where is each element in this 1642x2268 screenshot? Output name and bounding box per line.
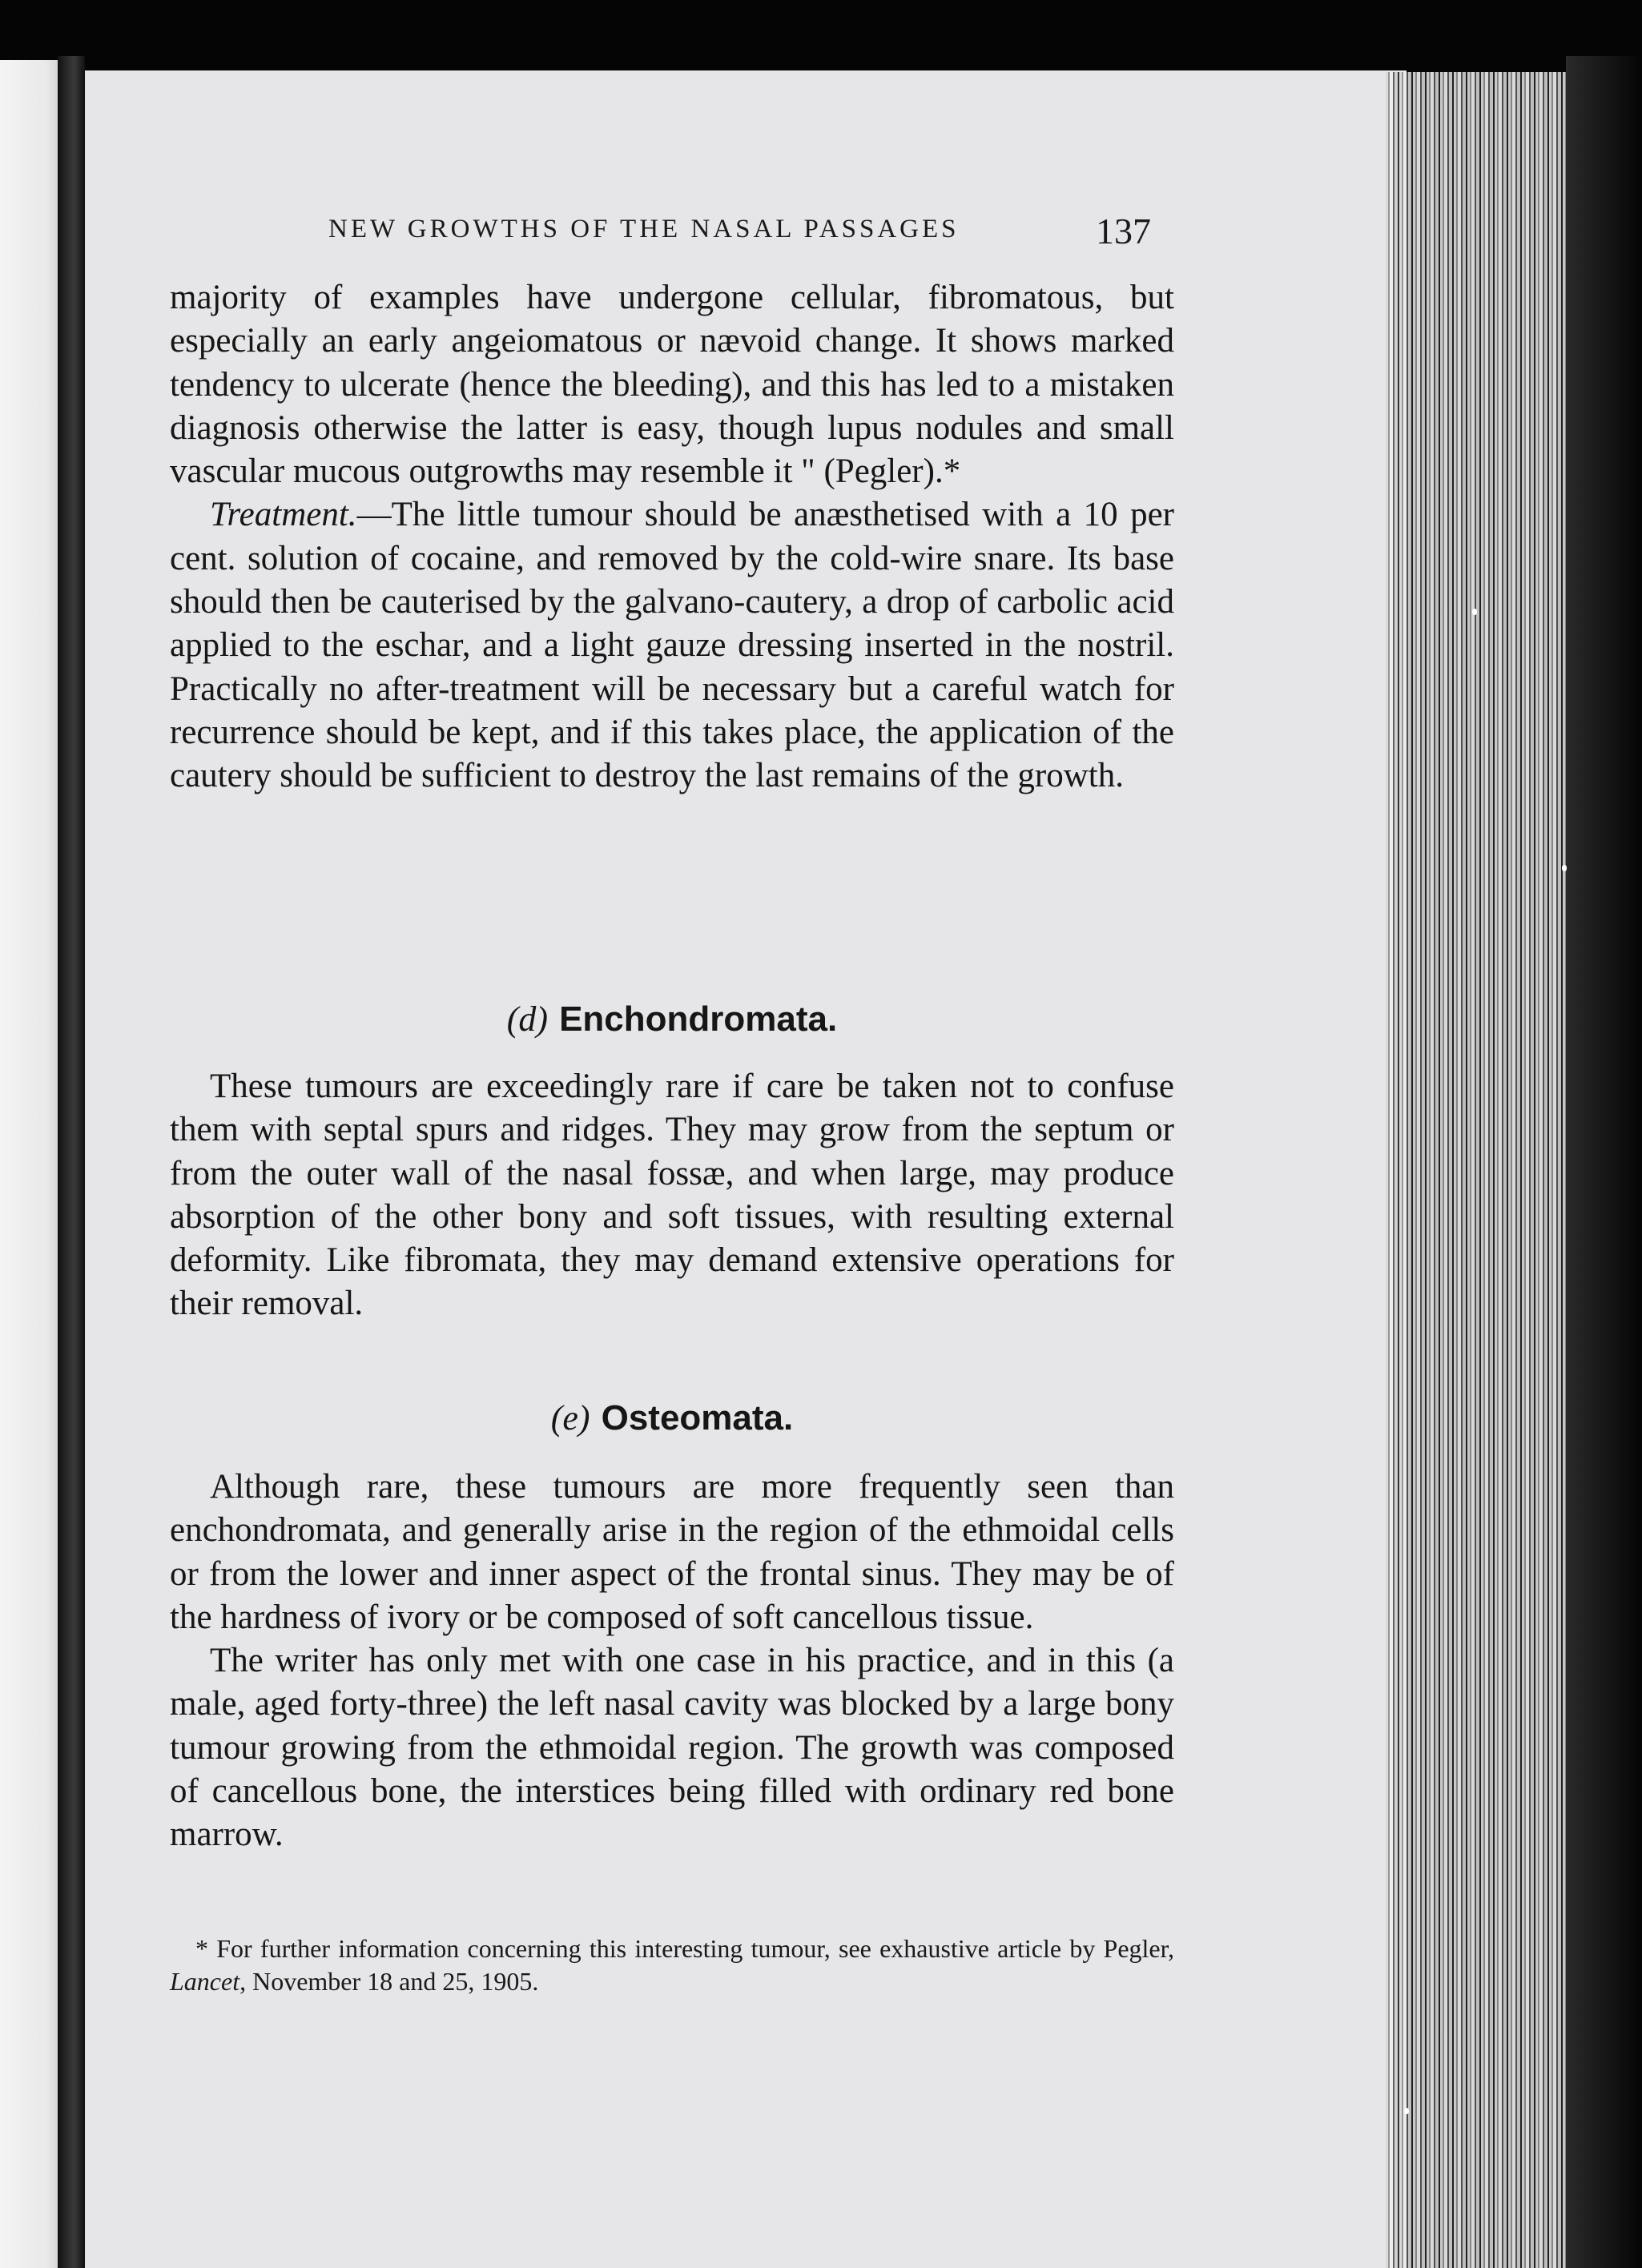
speck bbox=[1404, 2108, 1409, 2114]
footnote bbox=[170, 1932, 1174, 1998]
edge-shadow bbox=[1566, 56, 1642, 2268]
footnote-text: For further information concerning this interesting tumour, see exhaustive article by Pegler, bbox=[216, 1934, 1175, 1963]
facing-page-edge bbox=[0, 60, 58, 2268]
section-heading-enchondromata bbox=[170, 999, 1174, 1040]
page-number: 137 bbox=[1096, 211, 1151, 251]
section-letter: (d) bbox=[506, 999, 549, 1039]
treatment-paragraph bbox=[170, 493, 1174, 798]
section-d-text bbox=[170, 1065, 1174, 1326]
book-gutter bbox=[58, 56, 85, 2268]
footnote-text-end: , November 18 and 25, 1905. bbox=[239, 1967, 539, 1996]
section-heading-osteomata bbox=[170, 1397, 1174, 1438]
paragraph: These tumours are exceedingly rare if care be taken not to confuse them with septal spurs and ridges. They may grow from the septum or from the outer wall of the nasal fossæ, and when large, may produce absorption of the other bony and soft tissues, with resulting external deformity. Like fibromata, they may demand extensive operations for their removal. bbox=[170, 1068, 1174, 1323]
paragraph: The writer has only met with one case in his practice, and in this (a male, aged forty-three) the left nasal cavity was blocked by a large bony tumour growing from the ethmoidal region. The growth was composed of cancellous bone, the interstices being filled with ordinary red bone marrow. bbox=[170, 1642, 1174, 1854]
speck bbox=[1562, 865, 1567, 871]
page-block-edge bbox=[1386, 72, 1586, 2268]
treatment-label: Treatment. bbox=[210, 496, 357, 534]
running-header: NEW GROWTHS OF THE NASAL PASSAGES bbox=[328, 215, 960, 243]
footnote-marker: * bbox=[195, 1934, 208, 1963]
section-title: Enchondromata. bbox=[559, 999, 838, 1039]
paragraph: Although rare, these tumours are more frequently seen than enchondromata, and generally arise in the region of the ethmoidal cells or from the lower and inner aspect of the frontal sinus. They may be of the hardness of ivory or be composed of soft cancellous tissue. bbox=[170, 1468, 1174, 1636]
footnote-journal: Lancet bbox=[170, 1967, 240, 1996]
treatment-text: —The little tumour should be anæsthetised with a 10 per cent. solution of cocaine, and removed by the cold-wire snare. Its base should then be cauterised by the galvano-cautery, a drop of carbolic acid applied to the eschar, and a light gauze dressing inserted in the nostril. Practically no after-treatment will be necessary but a careful watch for recurrence should be kept, and if this takes place, the application of the cautery should be sufficient to destroy the last remains of the growth. bbox=[170, 496, 1174, 795]
section-e-text bbox=[170, 1466, 1174, 1857]
section-letter: (e) bbox=[550, 1398, 590, 1438]
section-c-text bbox=[170, 276, 1174, 798]
speck bbox=[1472, 609, 1477, 615]
section-title: Osteomata. bbox=[601, 1398, 794, 1438]
paragraph: majority of examples have undergone cellular, fibromatous, but especially an early angeiomatous or nævoid change. It shows marked tendency to ulcerate (hence the bleeding), and this has led to a mistaken diagnosis otherwise the latter is easy, though lupus nodules and small vascular mucous outgrowths may resemble it " (Pegler).* bbox=[170, 279, 1174, 491]
